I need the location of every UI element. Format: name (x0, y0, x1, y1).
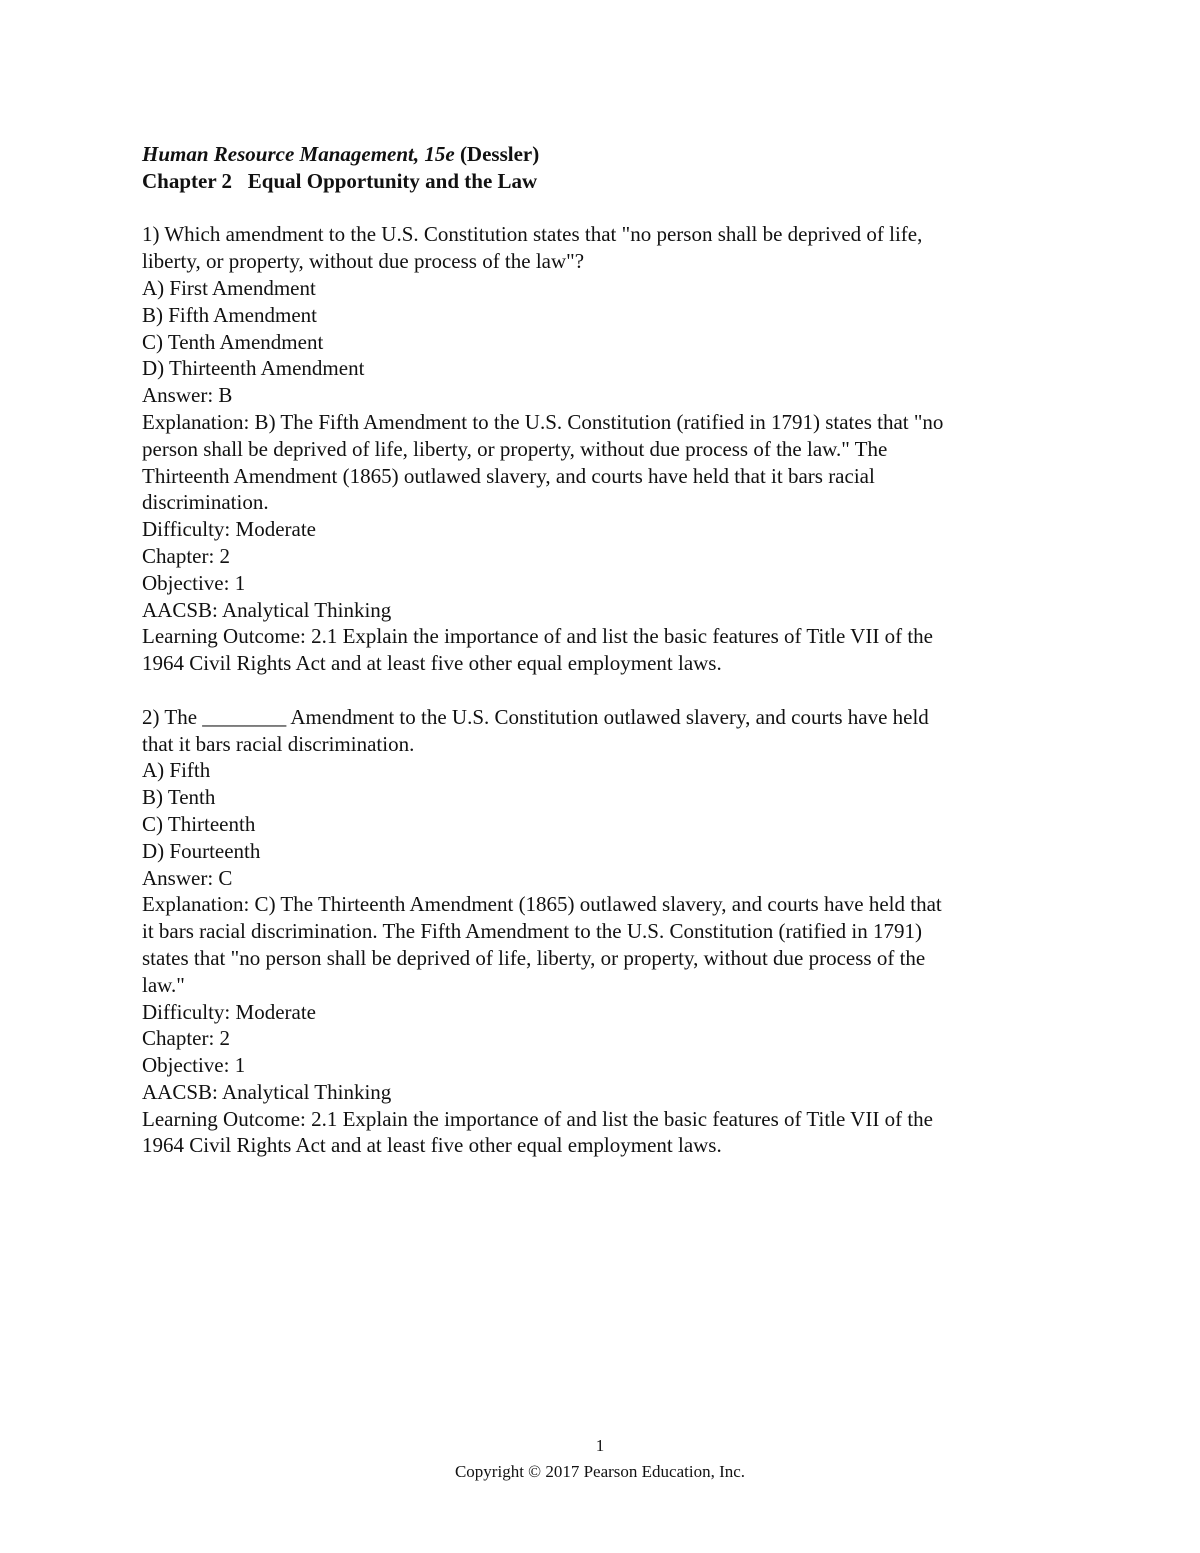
answer-option: A) First Amendment (142, 275, 316, 300)
learning-outcome-line: Learning Outcome: 2.1 Explain the importance of and list the basic features of Title VII of the (142, 624, 933, 649)
chapter-reference: Chapter: 2 (142, 543, 231, 568)
answer-option: A) Fifth (142, 758, 211, 783)
answer-option: B) Fifth Amendment (142, 302, 317, 327)
learning-outcome-line: Learning Outcome: 2.1 Explain the importance of and list the basic features of Title VII of the (142, 1106, 933, 1131)
objective-label: Objective: 1 (142, 570, 246, 595)
learning-outcome-line: 1964 Civil Rights Act and at least five other equal employment laws. (142, 1133, 722, 1158)
objective-label: Objective: 1 (142, 1053, 246, 1078)
book-title: Human Resource Management, 15e (142, 142, 455, 166)
answer-option: C) Thirteenth (142, 811, 256, 836)
correct-answer: Answer: B (142, 383, 233, 408)
chapter-title: Equal Opportunity and the Law (247, 168, 538, 193)
question-stem-line: 1) Which amendment to the U.S. Constitution states that "no person shall be deprived of life, (142, 222, 923, 247)
difficulty-label: Difficulty: Moderate (142, 999, 316, 1024)
difficulty-label: Difficulty: Moderate (142, 517, 316, 542)
page-number: 1 (595, 1436, 605, 1455)
learning-outcome-line: 1964 Civil Rights Act and at least five other equal employment laws. (142, 651, 722, 676)
book-header (142, 141, 1072, 168)
aacsb-label: AACSB: Analytical Thinking (142, 597, 392, 622)
chapter-label: Chapter 2 (142, 168, 233, 193)
explanation-line: states that "no person shall be deprived of life, liberty, or property, without due process of the (142, 945, 926, 970)
explanation-line: it bars racial discrimination. The Fifth Amendment to the U.S. Constitution (ratified in 1791) (142, 919, 922, 944)
copyright-notice: Copyright © 2017 Pearson Education, Inc. (454, 1462, 746, 1481)
explanation-line: law." (142, 972, 185, 997)
explanation-line: Explanation: B) The Fifth Amendment to the U.S. Constitution (ratified in 1791) states that "no (142, 409, 944, 434)
explanation-line: person shall be deprived of life, liberty, or property, without due process of the law." The (142, 436, 888, 461)
answer-option: D) Thirteenth Amendment (142, 356, 365, 381)
question-stem-line: liberty, or property, without due process of the law"? (142, 249, 585, 274)
answer-option: B) Tenth (142, 785, 216, 810)
aacsb-label: AACSB: Analytical Thinking (142, 1079, 392, 1104)
correct-answer: Answer: C (142, 865, 233, 890)
explanation-line: Explanation: C) The Thirteenth Amendment (1865) outlawed slavery, and courts have held that (142, 892, 942, 917)
page-content (142, 141, 1072, 1159)
explanation-line: Thirteenth Amendment (1865) outlawed slavery, and courts have held that it bars racial (142, 463, 875, 488)
chapter-heading (142, 168, 1072, 195)
chapter-reference: Chapter: 2 (142, 1026, 231, 1051)
question-2 (142, 704, 1072, 1160)
question-stem-line: that it bars racial discrimination. (142, 731, 415, 756)
question-1 (142, 221, 1072, 677)
spacer (142, 195, 1072, 222)
book-author: (Dessler) (459, 142, 540, 166)
question-stem-line: 2) The ________ Amendment to the U.S. Constitution outlawed slavery, and courts have held (142, 704, 929, 729)
answer-option: D) Fourteenth (142, 838, 261, 863)
answer-option: C) Tenth Amendment (142, 329, 324, 354)
spacer (142, 677, 1072, 704)
explanation-line: discrimination. (142, 490, 269, 515)
